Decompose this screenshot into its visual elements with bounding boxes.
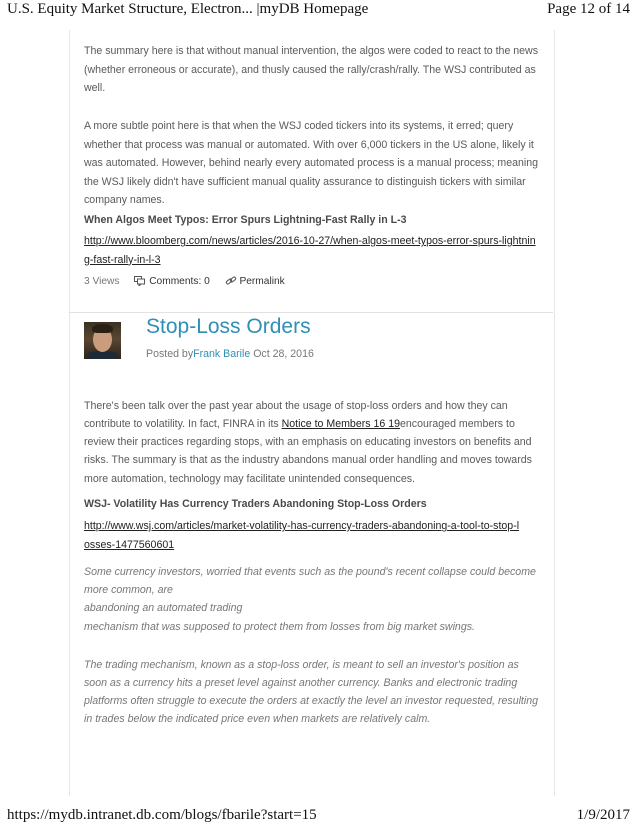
- post-1-paragraph-1: The summary here is that without manual intervention, the algos were coded to react to the news (whether erroneous or accurate), and thusly caused the rally/crash/rally. The WSJ contributed as well.: [84, 45, 539, 94]
- print-footer-url: https://mydb.intranet.db.com/blogs/fbarile?start=15: [7, 807, 317, 823]
- posted-by-label: Posted by: [146, 348, 194, 360]
- post-date: Oct 28, 2016: [253, 348, 314, 360]
- finra-notice-link[interactable]: Notice to Members 16 19: [281, 417, 400, 430]
- post-2-quote-1: [84, 563, 544, 636]
- permalink-label: Permalink: [239, 276, 285, 287]
- permalink-icon: [225, 276, 237, 286]
- post-divider: [69, 312, 553, 313]
- avatar-shirt: [87, 351, 118, 359]
- views-count: 3 Views: [84, 276, 120, 288]
- post-1-meta-bar: [84, 273, 285, 293]
- paragraph-text-after: encouraged members to review their practices regarding stops, with an emphasis on educating investors on benefits and risks. The summary is that as the industry abandons manual order handling and moves towards more automation, technology may facilitate unintended consequences.: [84, 417, 532, 485]
- quote-line: Some currency investors, worried that events such as the pound's recent collapse could become: [84, 566, 536, 578]
- paragraph-text-before: There's been talk over the past year about the usage of stop-loss orders and how they can contribute to volatility. In fact, FINRA in its: [84, 399, 508, 430]
- post-1-paragraph-2: A more subtle point here is that when the WSJ coded tickers into its systems, it erred; query whether that process was manual or automated. With over 6,000 tickers in the US alone, likely it was automated. However, behind nearly every automated process is a manual process; meaning the WSJ likely didn't have sufficient manual quality assurance to distinguish tickers with similar company names.: [84, 120, 539, 206]
- quote-line: more common, are: [84, 584, 173, 597]
- avatar-hair: [92, 324, 113, 333]
- permalink-link[interactable]: [225, 273, 285, 292]
- print-footer-date: 1/9/2017: [576, 807, 630, 823]
- comments-label: Comments: 0: [149, 276, 210, 287]
- post-1-article-heading: When Algos Meet Typos: Error Spurs Lightning-Fast Rally in L-3: [84, 214, 407, 226]
- print-footer: [0, 806, 638, 828]
- comments-link[interactable]: [134, 273, 209, 292]
- quote-line: mechanism that was supposed to protect them from losses from big market swings.: [84, 620, 475, 633]
- comments-icon: [134, 276, 146, 286]
- print-header-page: Page 12 of 14: [547, 1, 630, 17]
- post-2-paragraph-1: [84, 397, 540, 488]
- post-2-quote-2: The trading mechanism, known as a stop-loss order, is meant to sell an investor's position as soon as a currency hits a preset level against another currency. Banks and electronic trading platforms often struggle to execute the orders at exactly the level an investor requested, resulting in trades below the indicated price even when markets are relatively calm.: [84, 658, 539, 726]
- post-1-article-link[interactable]: http://www.bloomberg.com/news/articles/2016-10-27/when-algos-meet-typos-error-spurs-lightning-fast-rally-in-l-3: [84, 235, 536, 266]
- post-2-title[interactable]: Stop-Loss Orders: [146, 315, 311, 338]
- author-link[interactable]: Frank Barile: [193, 348, 251, 360]
- post-2-article-heading: WSJ- Volatility Has Currency Traders Abandoning Stop-Loss Orders: [84, 498, 427, 510]
- post-2-article-link[interactable]: http://www.wsj.com/articles/market-volatility-has-currency-traders-abandoning-a-tool-to-stop-losses-1477560601: [84, 520, 520, 551]
- print-header: [0, 0, 638, 22]
- print-header-title: U.S. Equity Market Structure, Electron... |myDB Homepage: [7, 1, 369, 17]
- quote-line: abandoning an automated trading: [84, 602, 243, 615]
- post-2-byline: [146, 348, 314, 360]
- author-avatar[interactable]: [84, 322, 121, 359]
